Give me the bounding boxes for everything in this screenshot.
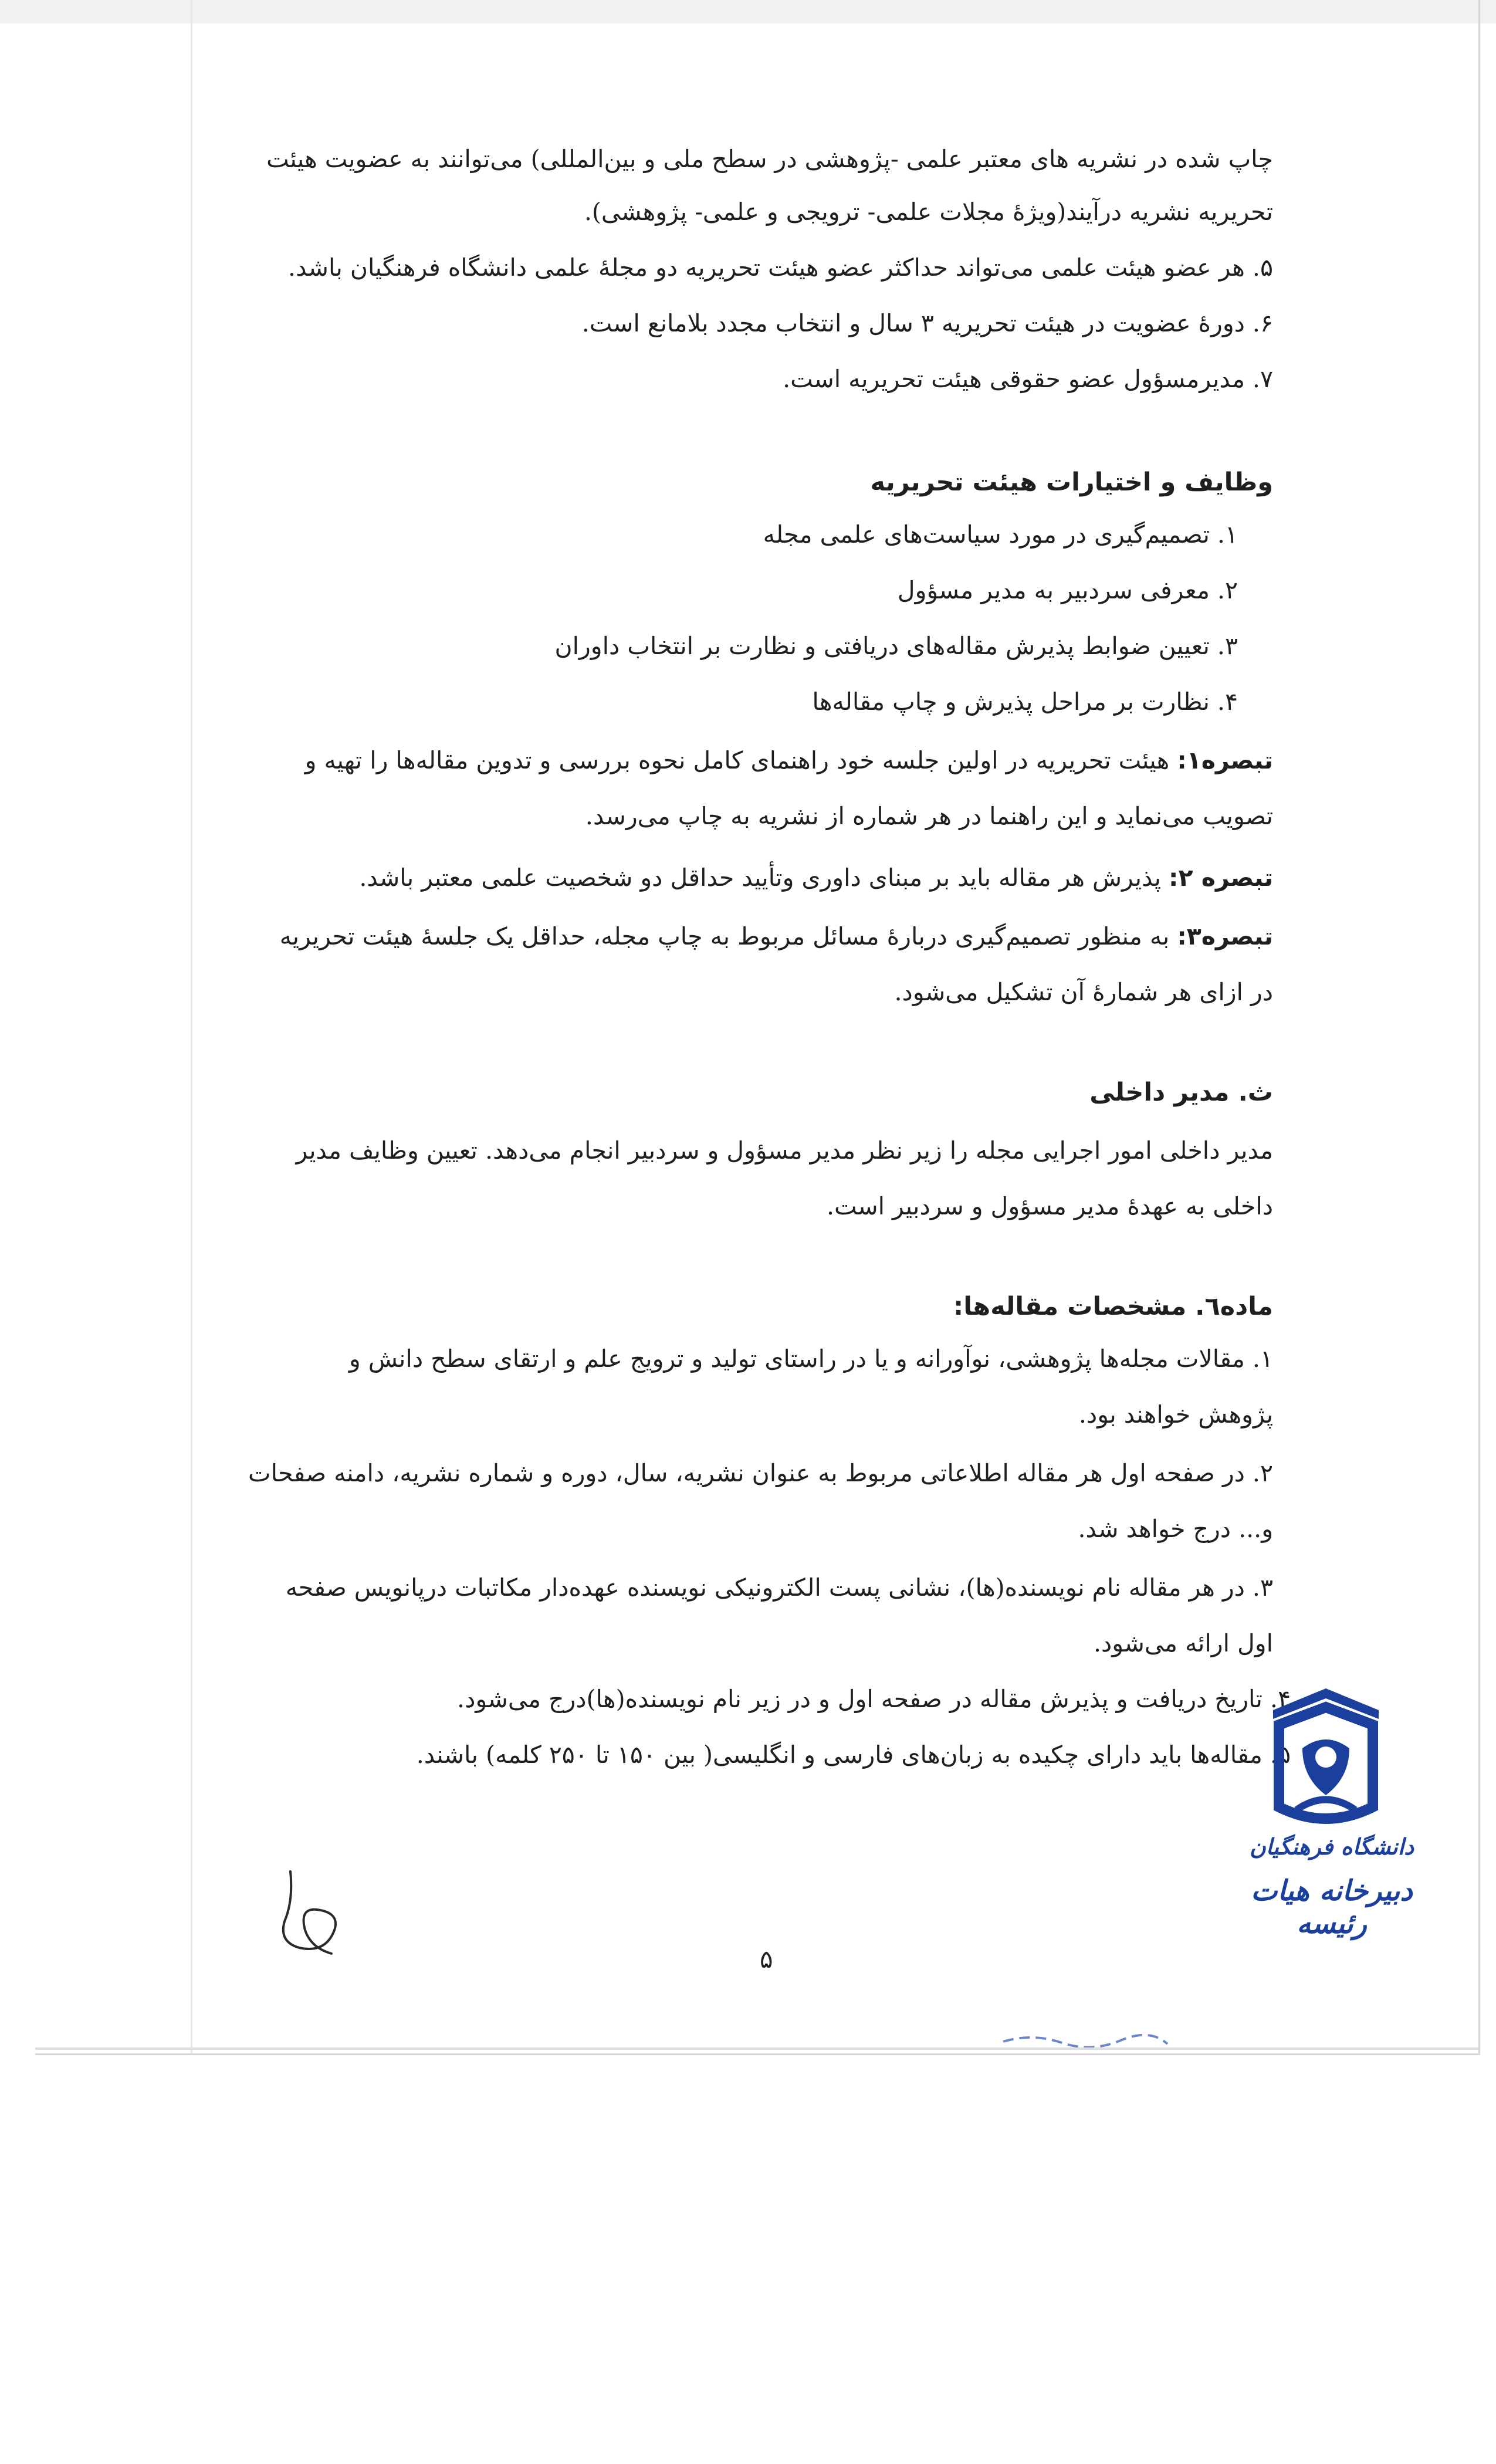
note-3-line-2: در ازای هر شمارهٔ آن تشکیل می‌شود. [894,978,1273,1006]
spec-4: ۴. تاریخ دریافت و پذیرش مقاله در صفحه اول و در زیر نام نویسنده(ها)درج می‌شود. [457,1685,1291,1713]
note-3-label: تبصره۳: [1177,922,1273,950]
bottom-blue-stamp-mark [997,2030,1173,2053]
duty-item-3: ۳. تعیین ضوابط پذیرش مقاله‌های دریافتی و نظارت بر انتخاب داوران [554,632,1238,660]
rule-item-6: ۶. دورهٔ عضویت در هیئت تحریریه ۳ سال و انتخاب مجدد بلامانع است. [581,309,1273,337]
spec-1-line-2: پژوهش خواهند بود. [1078,1400,1273,1429]
note-1-line-1 [211,745,1273,776]
rule-item-7: ۷. مدیرمسؤول عضو حقوقی هیئت تحریریه است. [783,365,1273,393]
rule-item-5: ۵. هر عضو هیئت علمی می‌تواند حداکثر عضو هیئت تحریریه دو مجلهٔ علمی دانشگاه فرهنگیان باشد. [288,253,1273,282]
spec-2-line-2: و... درج خواهد شد. [1078,1515,1273,1543]
spec-3-line-2: اول ارائه می‌شود. [1094,1629,1273,1657]
section-heading-duties: وظایف و اختیارات هیئت تحریریه [870,468,1273,497]
note-2-label: تبصره ۲: [1169,864,1273,892]
handwritten-signature [276,1866,346,1959]
page-fold-shadow [191,0,192,2053]
note-2 [211,862,1273,893]
page-number: ۵ [760,1945,773,1974]
spec-5: ۵. مقاله‌ها باید دارای چکیده به زبان‌های فارسی و انگلیسی( بین ۱۵۰ تا ۲۵۰ کلمه) باشند. [416,1741,1291,1769]
note-2-text: پذیرش هر مقاله باید بر مبنای داوری وتأیید حداقل دو شخصیت علمی معتبر باشد. [359,864,1169,892]
note-3-line-1 [211,921,1273,952]
note-1-line-2: تصویب می‌نماید و این راهنما در هر شماره از نشریه به چاپ می‌رسد. [585,802,1273,830]
para-line-1: چاپ شده در نشریه های معتبر علمی -پژوهشی در سطح ملی و بین‌المللی) می‌توانند به عضویت هیئت [266,145,1273,173]
note-1-label: تبصره۱: [1177,746,1273,774]
duty-item-1: ۱. تصمیم‌گیری در مورد سیاست‌های علمی مجله [763,520,1238,549]
internal-manager-line-2: داخلی به عهدهٔ مدیر مسؤول و سردبیر است. [826,1192,1273,1220]
duty-item-4: ۴. نظارت بر مراحل پذیرش و چاپ مقاله‌ها [812,688,1238,716]
para-line-2: تحریریه نشریه درآیند(ویژهٔ مجلات علمی- ترویجی و علمی- پژوهشی). [584,198,1273,226]
seal-university-name: دانشگاه فرهنگیان [1249,1833,1414,1860]
spec-3-line-1: ۳. در هر مقاله نام نویسنده(ها)، نشانی پست الکترونیکی نویسنده عهده‌دار مکاتبات درپانویس صفحه [285,1573,1273,1602]
spec-2-line-1: ۲. در صفحه اول هر مقاله اطلاعاتی مربوط به عنوان نشریه، سال، دوره و شماره نشریه، دامنه صفحات [248,1459,1273,1487]
seal-secretariat-name: دبیرخانه هیات رئیسه [1251,1874,1413,1940]
scan-bottom-edge [35,2047,1478,2050]
duty-item-2: ۲. معرفی سردبیر به مدیر مسؤول [897,576,1238,604]
section-heading-internal-manager: ث. مدیر داخلی [1089,1078,1273,1107]
internal-manager-line-1: مدیر داخلی امور اجرایی مجله را زیر نظر مدیر مسؤول و سردبیر انجام می‌دهد. تعیین وظایف مدیر [296,1136,1273,1165]
spec-1-line-1: ۱. مقالات مجله‌ها پژوهشی، نوآورانه و یا در راستای تولید و ترویج علم و ارتقای سطح دانش و [348,1345,1273,1373]
university-logo-icon [1261,1684,1390,1836]
note-3-text: به منظور تصمیم‌گیری دربارهٔ مسائل مربوط به چاپ مجله، حداقل یک جلسهٔ هیئت تحریریه [279,922,1177,950]
section-heading-article-specs: ماده٦. مشخصات مقاله‌ها: [953,1292,1273,1321]
note-1-text: هیئت تحریریه در اولین جلسه خود راهنمای کامل نحوه بررسی و تدوین مقاله‌ها را تهیه و [304,746,1177,774]
